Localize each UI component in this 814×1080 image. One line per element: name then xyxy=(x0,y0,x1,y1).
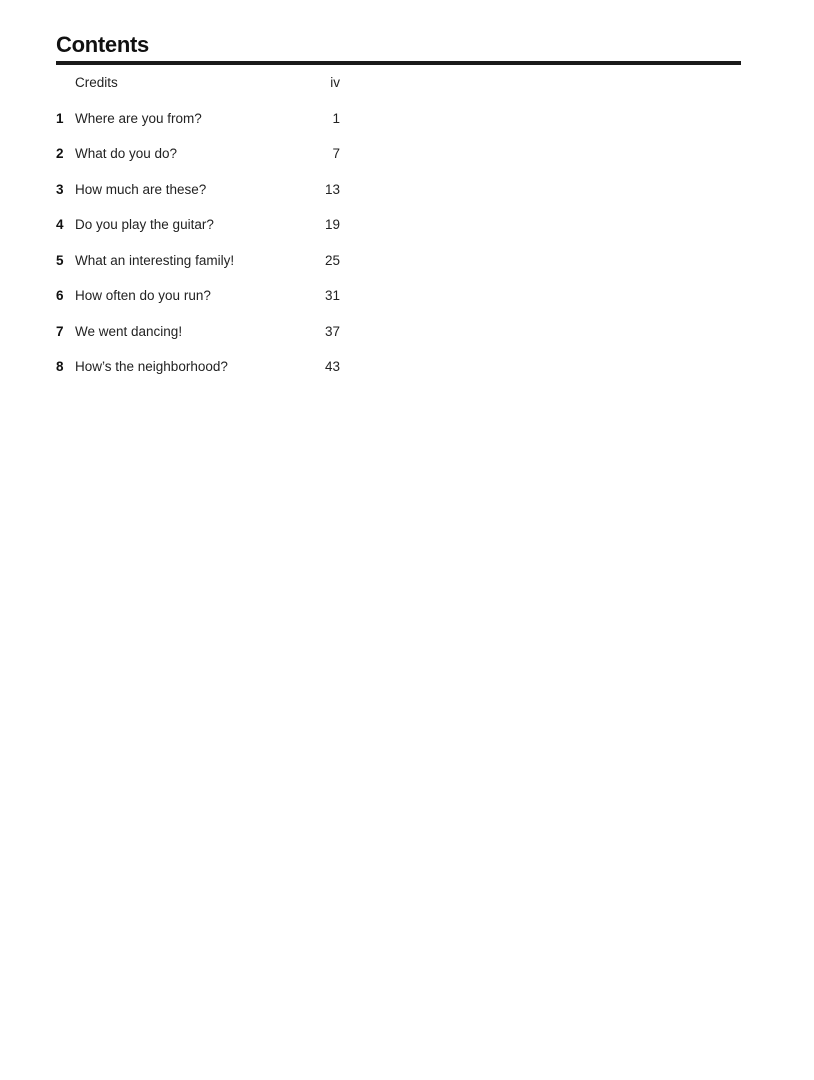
toc-row-unit-4[interactable] xyxy=(56,207,346,243)
page-title: Contents xyxy=(56,32,149,57)
toc-entry-title: What an interesting family! xyxy=(75,252,235,268)
toc-unit-number: 4 xyxy=(56,217,64,232)
toc-row-unit-2[interactable] xyxy=(56,136,346,172)
toc-entry-title: How often do you run? xyxy=(75,288,211,303)
toc-unit-number: 5 xyxy=(56,252,64,268)
toc-row-unit-6[interactable] xyxy=(56,278,346,314)
toc-page-number: 13 xyxy=(324,181,340,197)
toc-page-number: 1 xyxy=(332,110,340,126)
toc-page-number: 31 xyxy=(324,288,340,303)
toc-page-number: 37 xyxy=(324,323,340,339)
toc-page-number: iv xyxy=(330,75,340,90)
toc-entry-title: Do you play the guitar? xyxy=(75,217,214,232)
toc-page-number: 19 xyxy=(324,217,340,232)
toc-row-credits[interactable] xyxy=(56,65,346,101)
toc-unit-number: 8 xyxy=(56,359,64,374)
toc-entry-title: We went dancing! xyxy=(75,323,183,339)
toc-unit-number: 6 xyxy=(56,288,64,303)
toc-unit-number: 1 xyxy=(56,110,64,126)
toc-page-number: 43 xyxy=(324,359,340,374)
toc-entry-title: Where are you from? xyxy=(75,110,202,126)
toc-page-number: 25 xyxy=(324,252,340,268)
toc-row-unit-1[interactable] xyxy=(56,101,346,137)
table-of-contents xyxy=(56,65,346,385)
toc-page-number: 7 xyxy=(332,146,340,161)
toc-row-unit-8[interactable] xyxy=(56,349,346,385)
toc-unit-number: 3 xyxy=(56,181,64,197)
toc-row-unit-3[interactable] xyxy=(56,172,346,208)
toc-entry-title: Credits xyxy=(75,75,118,90)
toc-entry-title: How much are these? xyxy=(75,181,207,197)
toc-entry-title: How’s the neighborhood? xyxy=(75,359,228,374)
toc-row-unit-5[interactable] xyxy=(56,243,346,279)
toc-entry-title: What do you do? xyxy=(75,146,178,161)
toc-unit-number: 2 xyxy=(56,146,64,161)
toc-row-unit-7[interactable] xyxy=(56,314,346,350)
toc-unit-number: 7 xyxy=(56,323,64,339)
